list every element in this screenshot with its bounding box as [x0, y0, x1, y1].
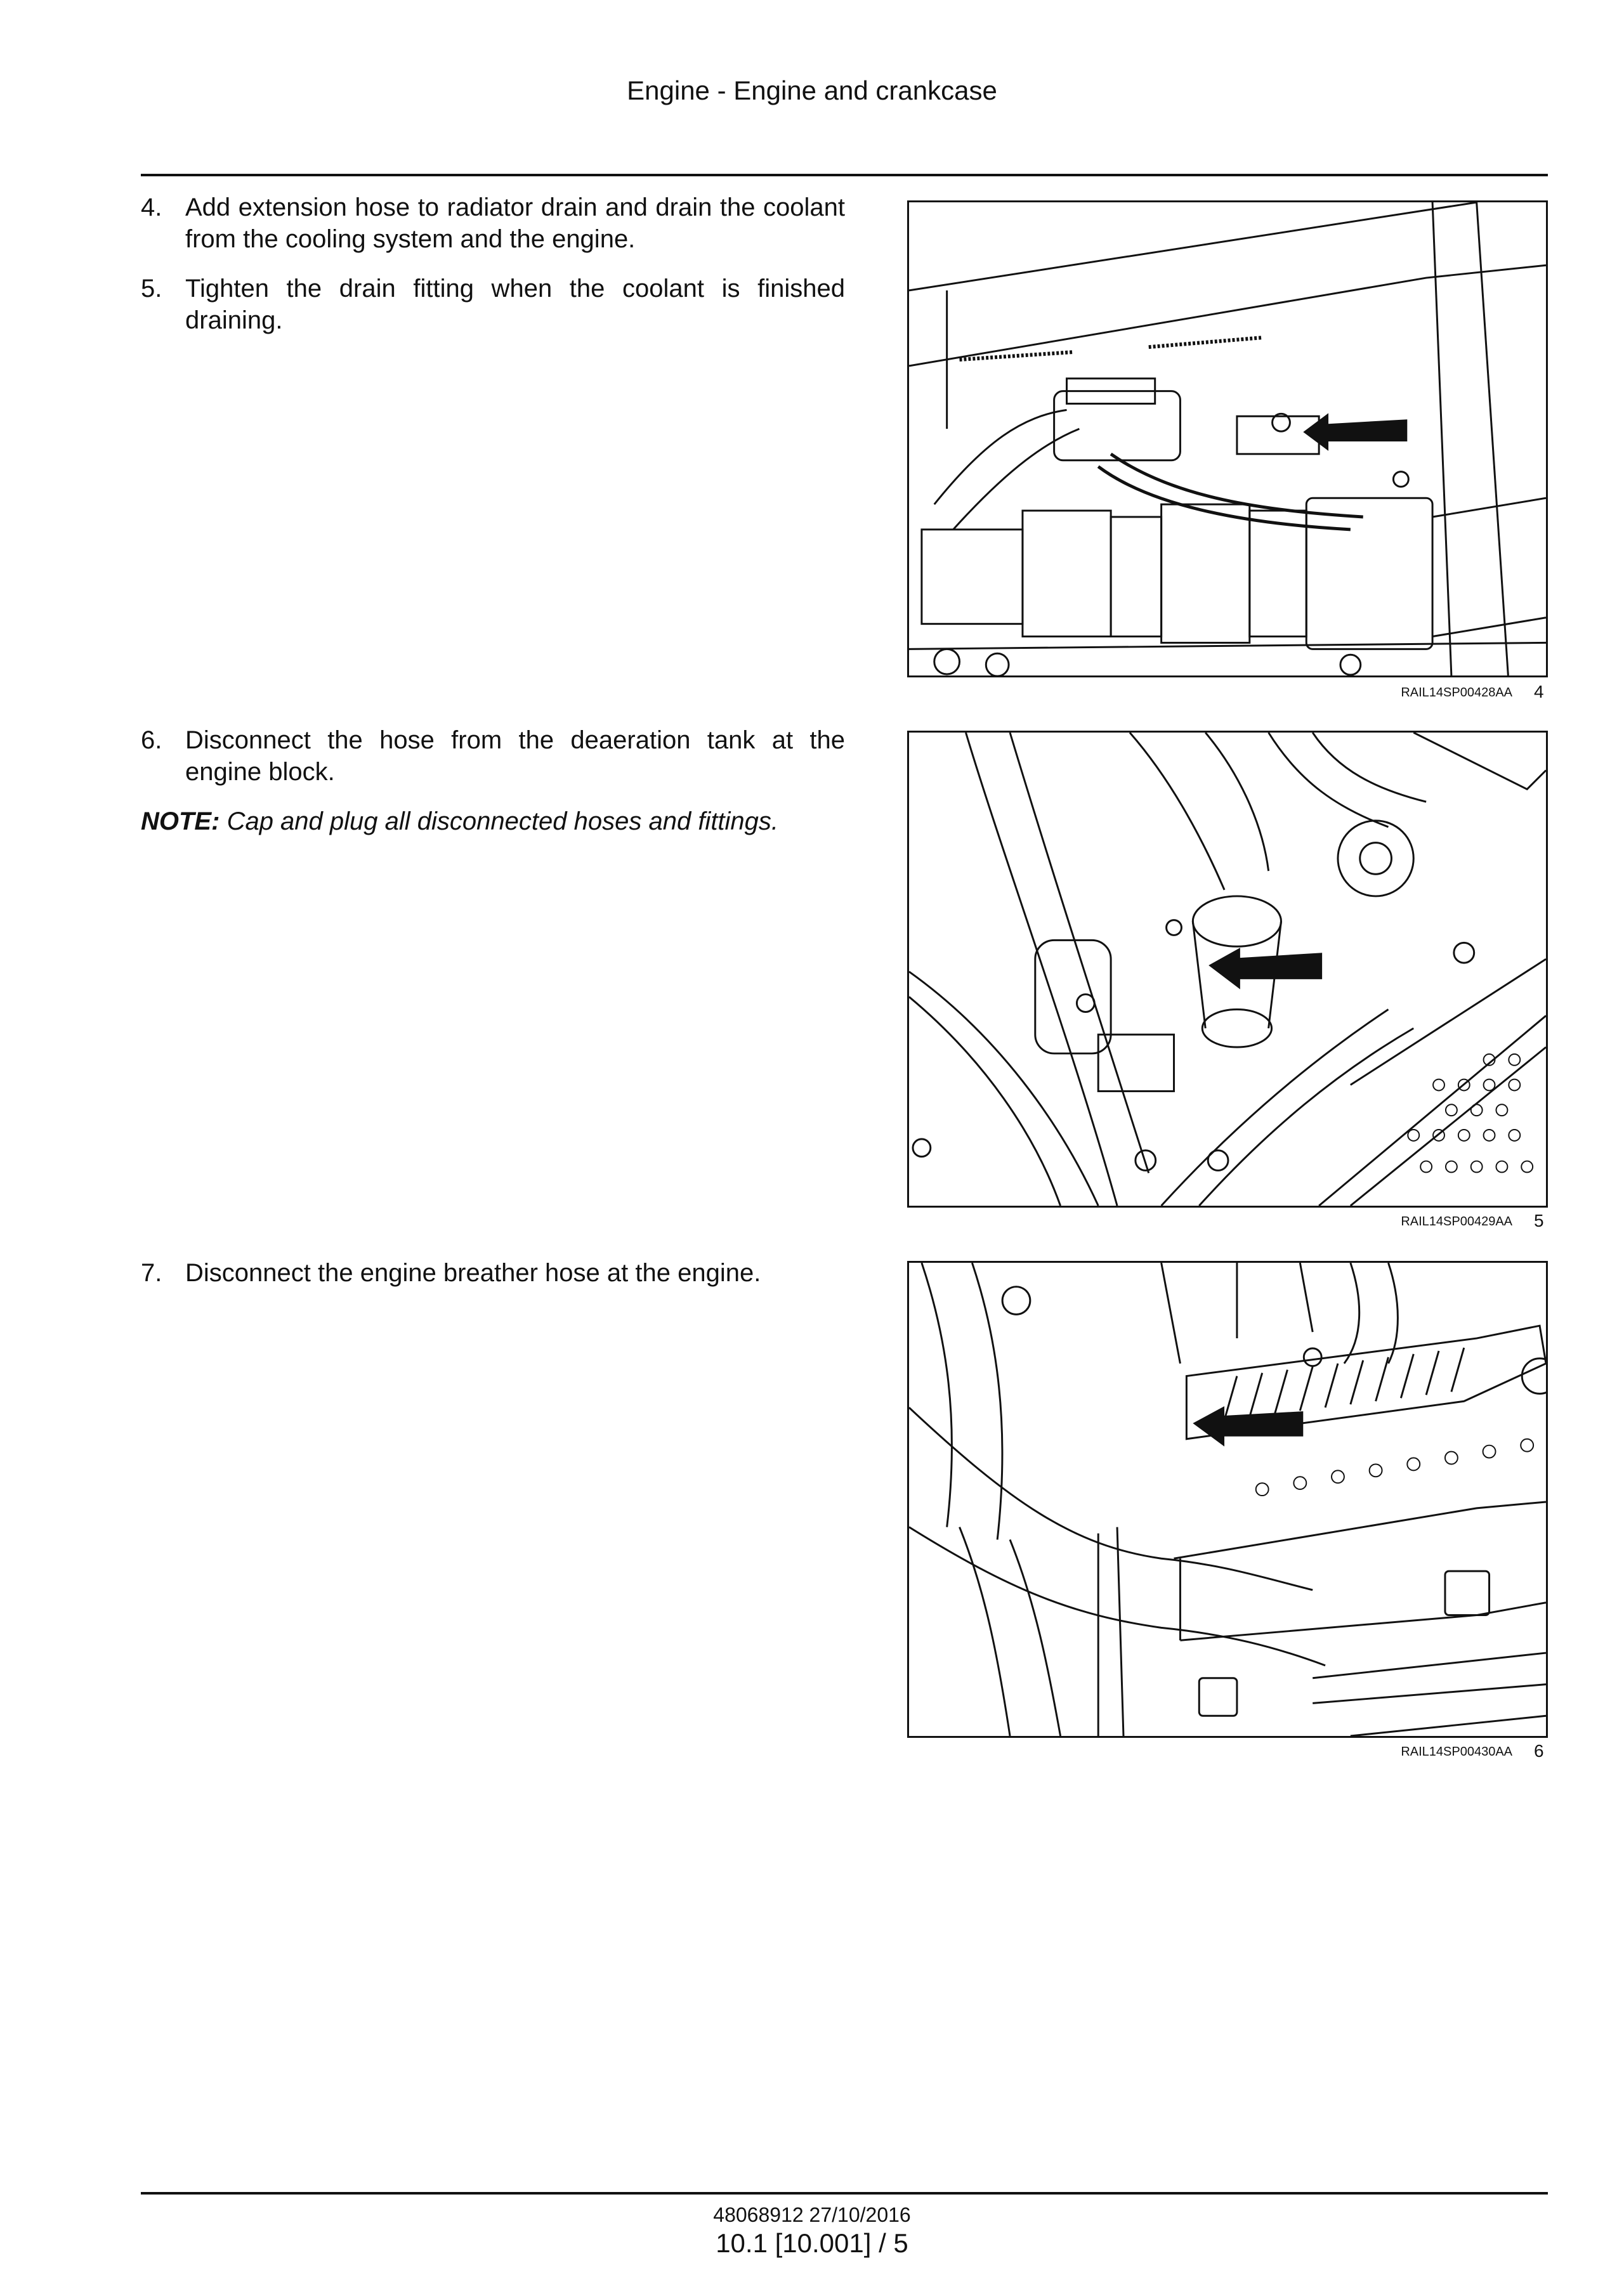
footer-rule: [141, 2192, 1548, 2195]
figure-5-code: RAIL14SP00429AA: [1401, 1215, 1512, 1229]
step-number: 4.: [141, 193, 162, 221]
step-6: [141, 724, 845, 788]
step-text: Disconnect the hose from the deaeration tank at the engine block.: [185, 726, 845, 786]
step-7: [141, 1257, 845, 1289]
page-header-title: Engine - Engine and crankcase: [627, 75, 997, 105]
figure-4-illustration: [907, 200, 1548, 677]
step-number: 5.: [141, 275, 162, 303]
figure-6-illustration: [907, 1261, 1548, 1738]
footer-document-id: 48068912 27/10/2016: [713, 2203, 911, 2226]
step-text: Tighten the drain fitting when the coolant is finished draining.: [185, 275, 845, 334]
callout-arrow: [1208, 948, 1322, 989]
step-text: Disconnect the engine breather hose at the engine.: [185, 1259, 761, 1287]
step-4: [141, 192, 845, 255]
note-text: Cap and plug all disconnected hoses and fittings.: [226, 807, 779, 835]
figure-6-code: RAIL14SP00430AA: [1401, 1745, 1512, 1759]
deaeration-hose-illustration: [909, 733, 1546, 1206]
step-number: 7.: [141, 1259, 162, 1287]
step-number: 6.: [141, 726, 162, 754]
note-label: NOTE:: [141, 807, 220, 835]
note: [141, 806, 902, 837]
figure-5-number: 5: [1534, 1211, 1544, 1230]
step-5: [141, 273, 845, 336]
callout-arrow: [1193, 1406, 1303, 1446]
footer-page-number: 10.1 [10.001] / 5: [716, 2228, 908, 2258]
figure-5-illustration: [907, 731, 1548, 1208]
breather-hose-illustration: [909, 1263, 1546, 1736]
figure-6-number: 6: [1534, 1741, 1544, 1761]
radiator-drain-illustration: [909, 202, 1546, 675]
header-rule: [141, 174, 1548, 176]
figure-4-code: RAIL14SP00428AA: [1401, 686, 1512, 700]
step-text: Add extension hose to radiator drain and drain the coolant from the cooling system and the engine.: [185, 193, 845, 253]
figure-4-number: 4: [1534, 682, 1544, 701]
